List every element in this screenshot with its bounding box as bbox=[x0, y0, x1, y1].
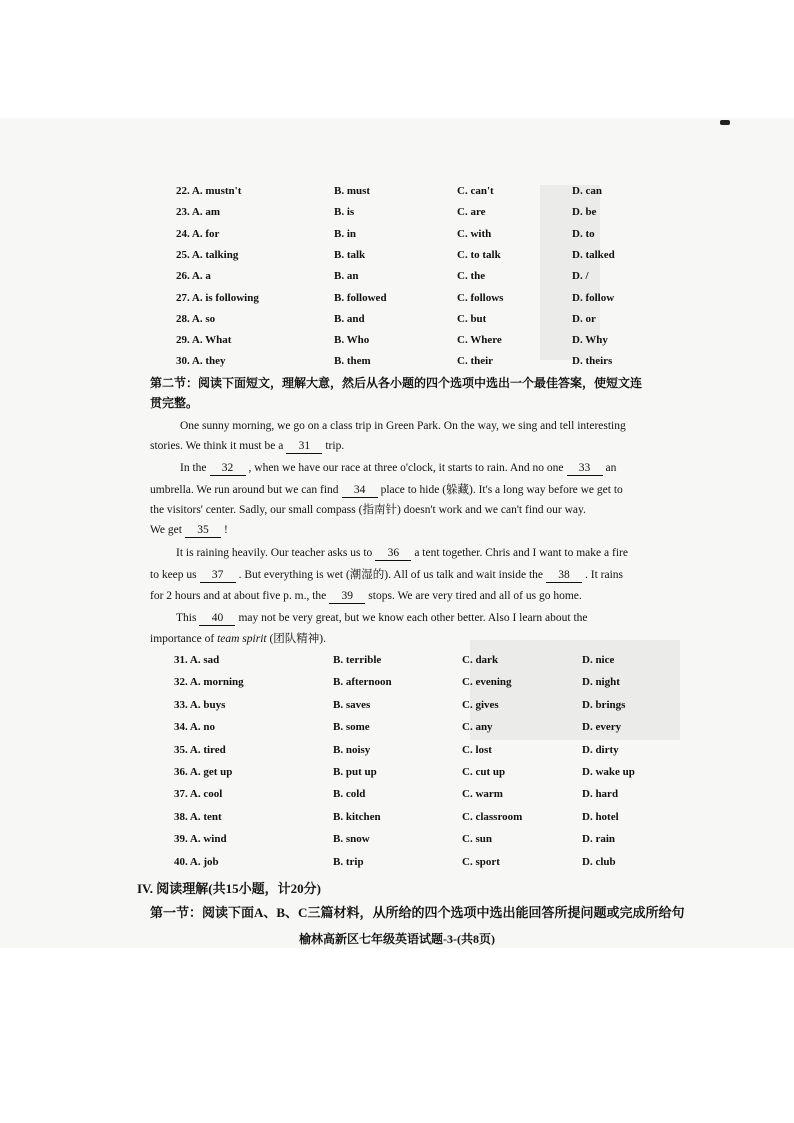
option-row bbox=[0, 766, 794, 786]
blank-35[interactable]: 35 bbox=[185, 524, 221, 538]
option-d[interactable]: D. dirty bbox=[582, 743, 619, 756]
option-d[interactable]: D. club bbox=[582, 855, 616, 868]
option-b[interactable]: B. them bbox=[334, 355, 371, 368]
option-d[interactable]: D. or bbox=[572, 312, 596, 325]
scan-mark bbox=[720, 120, 730, 125]
option-b[interactable]: B. put up bbox=[333, 766, 377, 778]
option-a[interactable]: 34. A. no bbox=[174, 721, 215, 734]
option-a[interactable]: 25. A. talking bbox=[176, 248, 239, 261]
option-row bbox=[0, 856, 794, 876]
section2-instruction: 第二节：阅读下面短文，理解大意，然后从各小题的四个选项中选出一个最佳答案，使短文连 bbox=[150, 376, 643, 390]
option-d[interactable]: D. talked bbox=[572, 248, 615, 261]
option-c[interactable]: C. gives bbox=[462, 698, 499, 711]
option-row bbox=[0, 744, 794, 764]
option-d[interactable]: D. can bbox=[572, 185, 602, 197]
option-row bbox=[0, 721, 794, 741]
option-row bbox=[0, 313, 794, 333]
option-c[interactable]: C. dark bbox=[462, 654, 499, 666]
option-a[interactable]: 36. A. get up bbox=[174, 766, 233, 778]
option-c[interactable]: C. Where bbox=[457, 334, 502, 347]
section-iv-instruction: 第一节：阅读下面A、B、C三篇材料，从所给的四个选项中选出能回答所提问题或完成所给句 bbox=[150, 905, 685, 920]
passage-line: umbrella. We run around but we can find 34 place to hide (躲藏). It's a long way before we get to bbox=[150, 484, 623, 496]
passage-line: We get 35 ! bbox=[150, 524, 228, 536]
blank-37[interactable]: 37 bbox=[200, 569, 236, 583]
option-c[interactable]: C. with bbox=[457, 227, 492, 240]
option-b[interactable]: B. followed bbox=[334, 291, 387, 304]
option-b[interactable]: B. and bbox=[334, 312, 365, 325]
option-row bbox=[0, 811, 794, 831]
option-b[interactable]: B. kitchen bbox=[333, 810, 381, 823]
page-footer: 榆林高新区七年级英语试题-3-(共8页) bbox=[299, 932, 495, 946]
option-a[interactable]: 27. A. is following bbox=[176, 291, 259, 304]
section2-instruction-cont: 贯完整。 bbox=[150, 396, 199, 410]
option-a[interactable]: 40. A. job bbox=[174, 855, 219, 868]
passage-line: One sunny morning, we go on a class trip in Green Park. On the way, we sing and tell interesting bbox=[180, 420, 626, 432]
blank-38[interactable]: 38 bbox=[546, 569, 582, 583]
option-c[interactable]: C. but bbox=[457, 312, 487, 325]
option-d[interactable]: D. nice bbox=[582, 654, 615, 666]
blank-39[interactable]: 39 bbox=[329, 590, 365, 604]
option-d[interactable]: D. every bbox=[582, 721, 622, 734]
passage-line: for 2 hours and at about five p. m., the 39 stops. We are very tired and all of us go home. bbox=[150, 590, 582, 602]
option-a[interactable]: 38. A. tent bbox=[174, 810, 222, 823]
blank-31[interactable]: 31 bbox=[286, 440, 322, 454]
option-row bbox=[0, 270, 794, 290]
option-c[interactable]: C. can't bbox=[457, 185, 494, 197]
option-c[interactable]: C. to talk bbox=[457, 248, 501, 261]
option-b[interactable]: B. afternoon bbox=[333, 676, 392, 689]
option-row bbox=[0, 292, 794, 312]
option-d[interactable]: D. be bbox=[572, 206, 597, 219]
option-a[interactable]: 39. A. wind bbox=[174, 833, 227, 846]
option-c[interactable]: C. follows bbox=[457, 291, 504, 304]
italic-term: team spirit bbox=[217, 633, 267, 645]
option-d[interactable]: D. theirs bbox=[572, 355, 613, 368]
option-c[interactable]: C. cut up bbox=[462, 766, 506, 778]
option-b[interactable]: B. snow bbox=[333, 833, 370, 846]
passage-line: to keep us 37 . But everything is wet (潮湿的). All of us talk and wait inside the 38 . It rains bbox=[150, 569, 624, 581]
option-d[interactable]: D. to bbox=[572, 227, 595, 240]
option-d[interactable]: D. hard bbox=[582, 788, 619, 801]
option-row bbox=[0, 699, 794, 719]
option-a[interactable]: 24. A. for bbox=[176, 227, 220, 240]
option-c[interactable]: C. sun bbox=[462, 833, 492, 846]
option-row bbox=[0, 185, 794, 205]
passage-line: In the 32 , when we have our race at three o'clock, it starts to rain. And no one 33 an bbox=[180, 462, 617, 474]
blank-36[interactable]: 36 bbox=[375, 547, 411, 561]
option-row bbox=[0, 334, 794, 354]
option-b[interactable]: B. in bbox=[334, 227, 357, 240]
option-b[interactable]: B. is bbox=[334, 206, 355, 219]
option-d[interactable]: D. wake up bbox=[582, 766, 635, 778]
option-c[interactable]: C. their bbox=[457, 355, 494, 368]
option-d[interactable]: D. Why bbox=[572, 334, 608, 347]
passage-line: importance of team spirit (团队精神). bbox=[150, 633, 326, 645]
option-row bbox=[0, 654, 794, 674]
option-a[interactable]: 35. A. tired bbox=[174, 743, 226, 756]
option-a[interactable]: 31. A. sad bbox=[174, 654, 220, 666]
option-c[interactable]: C. any bbox=[462, 721, 493, 734]
option-a[interactable]: 28. A. so bbox=[176, 312, 216, 325]
option-b[interactable]: B. cold bbox=[333, 788, 366, 801]
blank-32[interactable]: 32 bbox=[210, 462, 246, 476]
option-a[interactable]: 29. A. What bbox=[176, 334, 232, 347]
option-b[interactable]: B. trip bbox=[333, 855, 364, 868]
option-row bbox=[0, 206, 794, 226]
option-row bbox=[0, 228, 794, 248]
option-a[interactable]: 32. A. morning bbox=[174, 676, 244, 689]
option-c[interactable]: C. evening bbox=[462, 676, 512, 689]
option-b[interactable]: B. Who bbox=[334, 334, 370, 347]
option-row bbox=[0, 788, 794, 808]
option-a[interactable]: 23. A. am bbox=[176, 206, 220, 219]
option-row bbox=[0, 355, 794, 375]
option-b[interactable]: B. some bbox=[333, 721, 370, 734]
option-b[interactable]: B. talk bbox=[334, 248, 366, 261]
blank-40[interactable]: 40 bbox=[199, 612, 235, 626]
option-row bbox=[0, 676, 794, 696]
option-b[interactable]: B. must bbox=[334, 185, 371, 197]
passage-line: the visitors' center. Sadly, our small compass (指南针) doesn't work and we can't find our way. bbox=[150, 504, 586, 516]
option-d[interactable]: D. brings bbox=[582, 698, 626, 711]
option-b[interactable]: B. an bbox=[334, 270, 359, 283]
passage-line: It is raining heavily. Our teacher asks us to 36 a tent together. Chris and I want to make a fire bbox=[176, 547, 628, 559]
option-a[interactable]: 22. A. mustn't bbox=[176, 185, 242, 197]
option-c[interactable]: C. classroom bbox=[462, 810, 523, 823]
blank-33[interactable]: 33 bbox=[567, 462, 603, 476]
option-a[interactable]: 33. A. buys bbox=[174, 698, 226, 711]
option-c[interactable]: C. sport bbox=[462, 855, 500, 868]
option-row bbox=[0, 833, 794, 853]
option-a[interactable]: 37. A. cool bbox=[174, 788, 223, 801]
option-d[interactable]: D. follow bbox=[572, 291, 615, 304]
option-c[interactable]: C. lost bbox=[462, 743, 492, 756]
option-row bbox=[0, 249, 794, 269]
option-b[interactable]: B. terrible bbox=[333, 654, 382, 666]
option-d[interactable]: D. rain bbox=[582, 833, 615, 846]
option-d[interactable]: D. hotel bbox=[582, 810, 619, 823]
option-c[interactable]: C. are bbox=[457, 206, 486, 219]
option-d[interactable]: D. night bbox=[582, 676, 620, 689]
passage-line: stories. We think it must be a 31 trip. bbox=[150, 440, 345, 452]
option-c[interactable]: C. warm bbox=[462, 788, 503, 801]
option-a[interactable]: 26. A. a bbox=[176, 270, 211, 283]
option-b[interactable]: B. noisy bbox=[333, 743, 371, 756]
option-c[interactable]: C. the bbox=[457, 270, 486, 283]
passage-line: This 40 may not be very great, but we know each other better. Also I learn about the bbox=[176, 612, 588, 624]
section-iv-title: IV. 阅读理解(共15小题，计20分) bbox=[137, 881, 321, 896]
option-d[interactable]: D. / bbox=[572, 270, 589, 283]
option-b[interactable]: B. saves bbox=[333, 698, 371, 711]
option-a[interactable]: 30. A. they bbox=[176, 355, 226, 368]
blank-34[interactable]: 34 bbox=[342, 484, 378, 498]
